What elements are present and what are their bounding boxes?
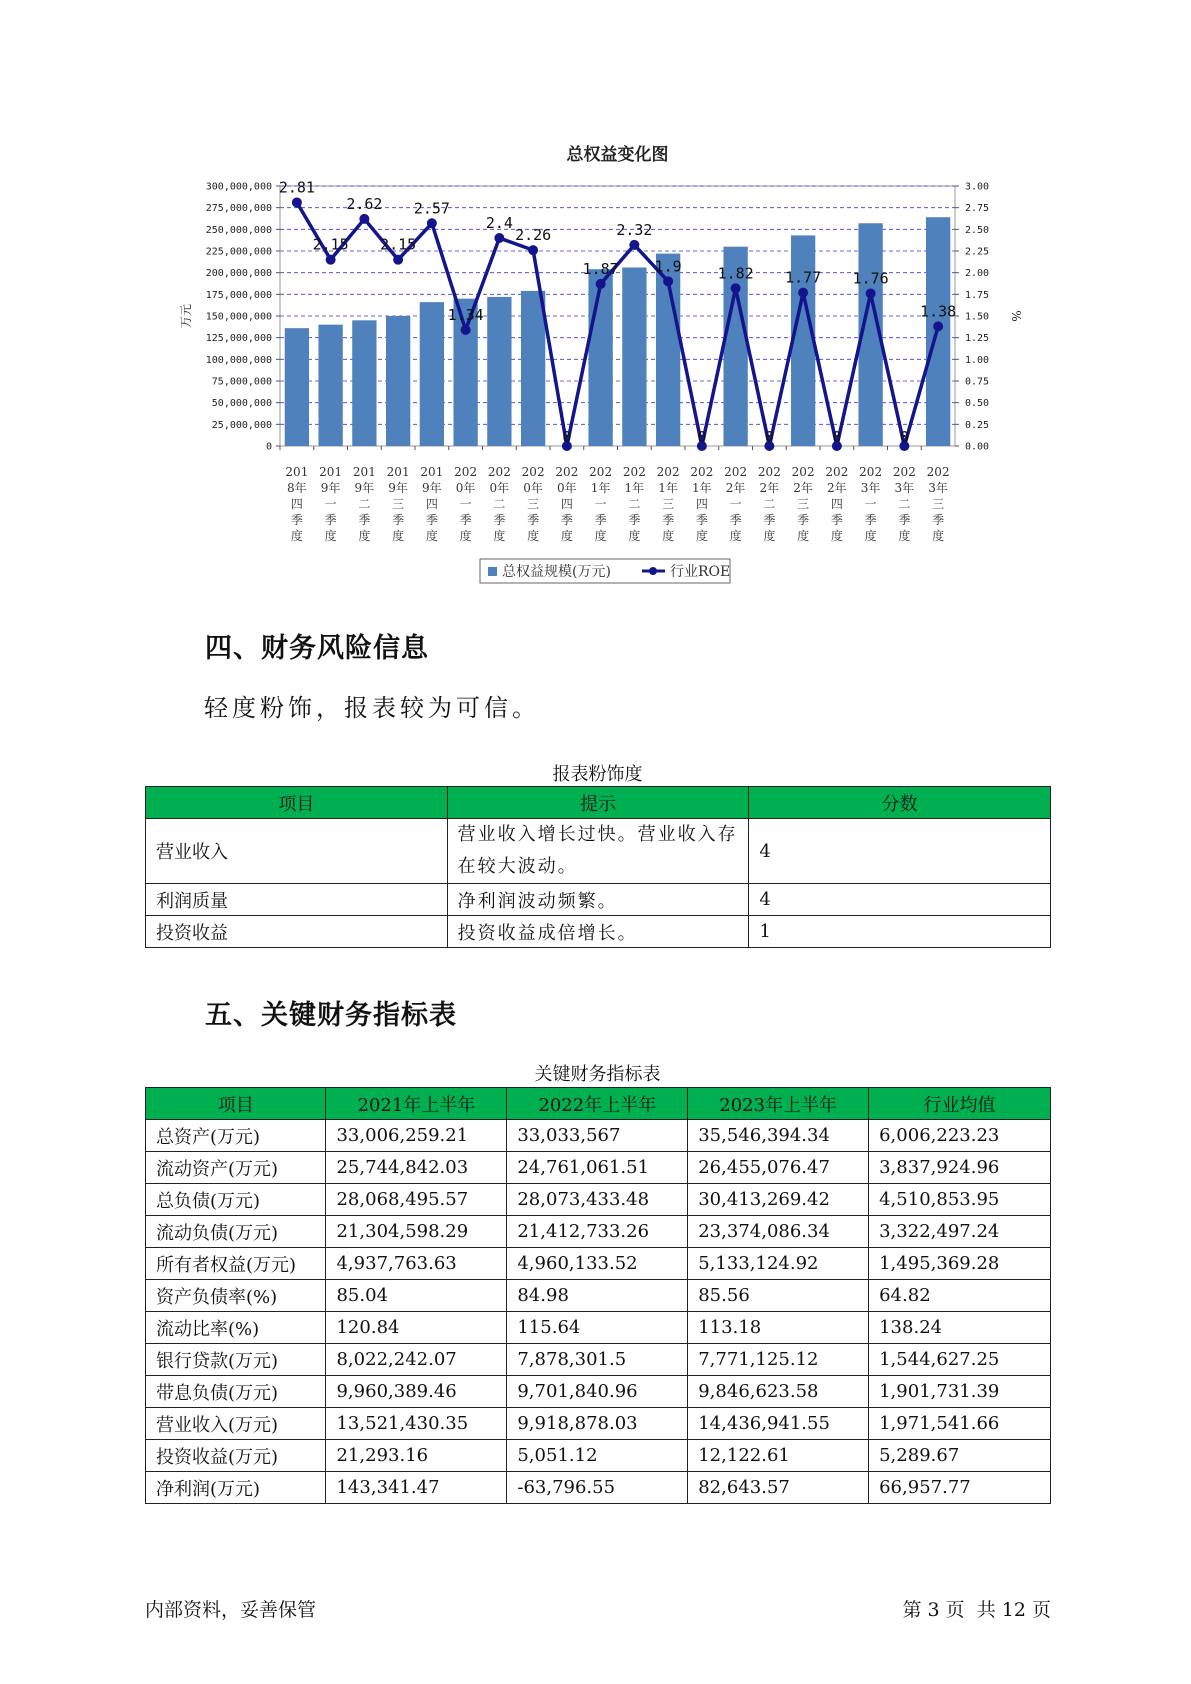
x-tick-label: 四 bbox=[830, 497, 843, 511]
x-tick-label: 9年 bbox=[320, 481, 341, 495]
roe-data-label: 1.34 bbox=[447, 305, 484, 324]
roe-data-label: 1.82 bbox=[717, 264, 754, 283]
y-right-tick-label: 2.75 bbox=[965, 203, 990, 215]
roe-data-label: 2.32 bbox=[616, 220, 653, 239]
table-row bbox=[146, 1120, 1051, 1152]
x-tick-label: 202 bbox=[724, 465, 748, 479]
bar bbox=[622, 267, 646, 446]
x-tick-label: 度 bbox=[392, 529, 405, 543]
kpi-value: 9,918,878.03 bbox=[507, 1408, 688, 1440]
kpi-item: 流动比率(%) bbox=[146, 1312, 326, 1344]
roe-point bbox=[528, 245, 538, 255]
kpi-value: 5,051.12 bbox=[507, 1440, 688, 1472]
section5-heading: 五、关键财务指标表 bbox=[205, 1000, 457, 1031]
x-tick-label: 3年 bbox=[894, 481, 915, 495]
legend-line-marker bbox=[649, 567, 657, 575]
x-tick-label: 202 bbox=[454, 465, 478, 479]
risk-score: 4 bbox=[749, 884, 1051, 916]
kpi-value: 9,846,623.58 bbox=[688, 1376, 869, 1408]
x-tick-label: 202 bbox=[926, 465, 950, 479]
x-tick-label: 201 bbox=[420, 465, 444, 479]
x-tick-label: 201 bbox=[352, 465, 376, 479]
y-right-tick-label: 1.50 bbox=[965, 311, 990, 323]
x-tick-label: 201 bbox=[319, 465, 343, 479]
kpi-value: 7,878,301.5 bbox=[507, 1344, 688, 1376]
bar bbox=[420, 302, 444, 446]
roe-point bbox=[292, 197, 302, 207]
x-tick-label: 季 bbox=[662, 513, 675, 527]
roe-point bbox=[629, 240, 639, 250]
kpi-col-item: 项目 bbox=[146, 1088, 326, 1120]
kpi-value: 23,374,086.34 bbox=[688, 1216, 869, 1248]
x-tick-label: 一 bbox=[459, 497, 472, 511]
kpi-value: 115.64 bbox=[507, 1312, 688, 1344]
roe-data-label: 1.87 bbox=[582, 259, 619, 278]
roe-point bbox=[393, 255, 403, 265]
x-tick-label: 202 bbox=[622, 465, 646, 479]
kpi-value: 26,455,076.47 bbox=[688, 1152, 869, 1184]
x-tick-label: 三 bbox=[392, 497, 405, 511]
y-left-tick-label: 75,000,000 bbox=[211, 376, 272, 388]
x-tick-label: 季 bbox=[425, 513, 438, 527]
bar bbox=[285, 328, 309, 446]
risk-table-caption: 报表粉饰度 bbox=[552, 764, 643, 785]
kpi-value: 66,957.77 bbox=[869, 1472, 1051, 1504]
roe-data-label: 2.15 bbox=[312, 235, 349, 254]
kpi-value: 12,122.61 bbox=[688, 1440, 869, 1472]
roe-point bbox=[798, 288, 808, 298]
kpi-value: 82,643.57 bbox=[688, 1472, 869, 1504]
x-tick-label: 9年 bbox=[388, 481, 408, 495]
x-tick-label: 2年 bbox=[725, 481, 746, 495]
y-right-tick-label: 2.25 bbox=[965, 246, 990, 258]
x-tick-label: 四 bbox=[695, 497, 708, 511]
x-tick-label: 季 bbox=[290, 513, 303, 527]
x-tick-label: 三 bbox=[932, 497, 945, 511]
x-tick-label: 8年 bbox=[287, 481, 307, 495]
x-tick-label: 202 bbox=[690, 465, 714, 479]
risk-table-header bbox=[146, 787, 1051, 819]
roe-data-label: 0 bbox=[832, 428, 842, 446]
legend-bar-label: 总权益规模(万元) bbox=[502, 564, 611, 580]
kpi-col-2022h1: 2022年上半年 bbox=[507, 1088, 688, 1120]
kpi-value: 138.24 bbox=[869, 1312, 1051, 1344]
roe-point bbox=[427, 218, 437, 228]
roe-point bbox=[663, 276, 673, 286]
x-tick-label: 季 bbox=[527, 513, 540, 527]
kpi-value: 35,546,394.34 bbox=[688, 1120, 869, 1152]
x-tick-label: 度 bbox=[527, 529, 540, 543]
x-tick-label: 季 bbox=[560, 513, 573, 527]
x-tick-label: 201 bbox=[285, 465, 309, 479]
kpi-value: 6,006,223.23 bbox=[869, 1120, 1051, 1152]
x-tick-label: 二 bbox=[628, 497, 641, 511]
roe-data-label: 1.77 bbox=[785, 268, 822, 287]
x-tick-label: 季 bbox=[797, 513, 810, 527]
y-left-tick-label: 250,000,000 bbox=[205, 224, 272, 236]
x-tick-label: 季 bbox=[898, 513, 911, 527]
y-left-tick-label: 100,000,000 bbox=[205, 354, 272, 366]
table-row bbox=[146, 1440, 1051, 1472]
risk-col-hint: 提示 bbox=[447, 787, 749, 819]
x-tick-label: 二 bbox=[358, 497, 371, 511]
roe-data-label: 1.38 bbox=[920, 302, 957, 321]
y-right-tick-label: 2.00 bbox=[965, 268, 990, 280]
x-tick-label: 1年 bbox=[590, 481, 611, 495]
kpi-item: 带息负债(万元) bbox=[146, 1376, 326, 1408]
x-tick-label: 3年 bbox=[860, 481, 881, 495]
x-tick-label: 度 bbox=[324, 529, 337, 543]
x-tick-label: 2年 bbox=[827, 481, 847, 495]
y-right-tick-label: 0.25 bbox=[965, 419, 990, 431]
y-left-axis-label: 万元 bbox=[179, 303, 193, 329]
kpi-table bbox=[145, 1087, 1051, 1504]
kpi-value: 28,068,495.57 bbox=[326, 1184, 507, 1216]
roe-data-label: 2.15 bbox=[380, 235, 417, 254]
y-left-tick-label: 25,000,000 bbox=[211, 419, 272, 431]
x-tick-label: 季 bbox=[594, 513, 607, 527]
x-tick-label: 季 bbox=[763, 513, 776, 527]
equity-chart-svg bbox=[179, 136, 1023, 596]
y-right-axis-label: % bbox=[1009, 310, 1023, 322]
y-right-tick-label: 0.50 bbox=[965, 398, 990, 410]
kpi-value: 5,289.67 bbox=[869, 1440, 1051, 1472]
risk-score: 1 bbox=[749, 916, 1051, 948]
x-tick-label: 季 bbox=[392, 513, 405, 527]
kpi-value: 85.04 bbox=[326, 1280, 507, 1312]
x-tick-label: 一 bbox=[864, 497, 877, 511]
kpi-value: 5,133,124.92 bbox=[688, 1248, 869, 1280]
equity-chart bbox=[179, 136, 1023, 596]
x-tick-label: 202 bbox=[892, 465, 916, 479]
kpi-value: 7,771,125.12 bbox=[688, 1344, 869, 1376]
kpi-col-industry-avg: 行业均值 bbox=[869, 1088, 1051, 1120]
x-tick-label: 度 bbox=[763, 529, 776, 543]
kpi-value: 84.98 bbox=[507, 1280, 688, 1312]
table-row bbox=[146, 1184, 1051, 1216]
x-tick-label: 202 bbox=[757, 465, 781, 479]
risk-item: 投资收益 bbox=[146, 916, 448, 948]
y-left-tick-label: 50,000,000 bbox=[211, 398, 272, 410]
kpi-item: 总负债(万元) bbox=[146, 1184, 326, 1216]
x-tick-label: 度 bbox=[628, 529, 641, 543]
x-tick-label: 三 bbox=[527, 497, 540, 511]
roe-data-label: 0 bbox=[899, 428, 909, 446]
roe-point bbox=[866, 288, 876, 298]
kpi-col-2021h1: 2021年上半年 bbox=[326, 1088, 507, 1120]
x-tick-label: 度 bbox=[797, 529, 810, 543]
table-row bbox=[146, 1248, 1051, 1280]
x-tick-label: 3年 bbox=[928, 481, 948, 495]
y-right-tick-label: 2.50 bbox=[965, 224, 990, 236]
table-row bbox=[146, 1408, 1051, 1440]
roe-data-label: 2.57 bbox=[413, 199, 450, 218]
x-tick-label: 四 bbox=[290, 497, 303, 511]
x-tick-label: 二 bbox=[898, 497, 911, 511]
kpi-value: 120.84 bbox=[326, 1312, 507, 1344]
kpi-value: 30,413,269.42 bbox=[688, 1184, 869, 1216]
bar bbox=[386, 316, 410, 446]
bar bbox=[318, 325, 342, 446]
y-right-tick-label: 3.00 bbox=[965, 181, 990, 193]
x-tick-label: 202 bbox=[791, 465, 815, 479]
x-tick-label: 度 bbox=[594, 529, 607, 543]
kpi-item: 流动负债(万元) bbox=[146, 1216, 326, 1248]
kpi-value: 4,937,763.63 bbox=[326, 1248, 507, 1280]
roe-point bbox=[596, 279, 606, 289]
x-tick-label: 季 bbox=[695, 513, 708, 527]
kpi-value: 64.82 bbox=[869, 1280, 1051, 1312]
bar bbox=[487, 297, 511, 446]
x-tick-label: 季 bbox=[864, 513, 877, 527]
x-tick-label: 四 bbox=[560, 497, 573, 511]
x-tick-label: 202 bbox=[589, 465, 613, 479]
risk-item: 营业收入 bbox=[146, 819, 448, 884]
kpi-value: 1,901,731.39 bbox=[869, 1376, 1051, 1408]
x-tick-label: 0年 bbox=[455, 481, 476, 495]
kpi-col-2023h1: 2023年上半年 bbox=[688, 1088, 869, 1120]
kpi-value: 24,761,061.51 bbox=[507, 1152, 688, 1184]
table-row bbox=[146, 916, 1051, 948]
y-left-tick-label: 200,000,000 bbox=[205, 268, 272, 280]
kpi-value: 143,341.47 bbox=[326, 1472, 507, 1504]
kpi-item: 资产负债率(%) bbox=[146, 1280, 326, 1312]
x-tick-label: 201 bbox=[386, 465, 410, 479]
x-tick-label: 二 bbox=[763, 497, 776, 511]
kpi-value: 9,960,389.46 bbox=[326, 1376, 507, 1408]
roe-point bbox=[731, 283, 741, 293]
kpi-item: 总资产(万元) bbox=[146, 1120, 326, 1152]
table-row bbox=[146, 884, 1051, 916]
table-row bbox=[146, 1376, 1051, 1408]
kpi-item: 银行贷款(万元) bbox=[146, 1344, 326, 1376]
x-tick-label: 2年 bbox=[793, 481, 813, 495]
kpi-value: 21,304,598.29 bbox=[326, 1216, 507, 1248]
y-right-tick-label: 1.75 bbox=[965, 289, 990, 301]
risk-hint: 营业收入增长过快。营业收入存在较大波动。 bbox=[447, 819, 749, 884]
risk-col-item: 项目 bbox=[146, 787, 448, 819]
x-tick-label: 9年 bbox=[422, 481, 442, 495]
x-tick-label: 202 bbox=[487, 465, 511, 479]
x-tick-label: 度 bbox=[695, 529, 708, 543]
roe-data-label: 1.76 bbox=[852, 269, 889, 288]
x-tick-label: 度 bbox=[459, 529, 472, 543]
bar bbox=[352, 320, 376, 446]
bar bbox=[588, 269, 612, 446]
kpi-value: 14,436,941.55 bbox=[688, 1408, 869, 1440]
x-tick-label: 202 bbox=[825, 465, 849, 479]
roe-data-label: 0 bbox=[562, 428, 572, 446]
chart-title: 总权益变化图 bbox=[566, 145, 669, 165]
kpi-value: 1,495,369.28 bbox=[869, 1248, 1051, 1280]
table-row bbox=[146, 1216, 1051, 1248]
x-tick-label: 度 bbox=[662, 529, 675, 543]
x-tick-label: 度 bbox=[932, 529, 945, 543]
kpi-value: 13,521,430.35 bbox=[326, 1408, 507, 1440]
bar bbox=[791, 235, 815, 446]
kpi-item: 流动资产(万元) bbox=[146, 1152, 326, 1184]
x-tick-label: 度 bbox=[290, 529, 303, 543]
x-tick-label: 0年 bbox=[557, 481, 577, 495]
footer-confidential: 内部资料，妥善保管 bbox=[145, 1599, 317, 1621]
y-left-tick-label: 300,000,000 bbox=[205, 181, 272, 193]
kpi-value: 21,293.16 bbox=[326, 1440, 507, 1472]
kpi-value: 28,073,433.48 bbox=[507, 1184, 688, 1216]
y-right-tick-label: 0.00 bbox=[965, 441, 990, 453]
x-tick-label: 202 bbox=[521, 465, 545, 479]
y-right-tick-label: 1.25 bbox=[965, 333, 990, 345]
table-row bbox=[146, 1472, 1051, 1504]
x-tick-label: 9年 bbox=[354, 481, 375, 495]
x-tick-label: 一 bbox=[594, 497, 607, 511]
x-tick-label: 度 bbox=[493, 529, 506, 543]
roe-data-label: 2.4 bbox=[485, 214, 513, 232]
kpi-value: -63,796.55 bbox=[507, 1472, 688, 1504]
roe-data-label: 2.26 bbox=[515, 226, 552, 245]
y-left-tick-label: 275,000,000 bbox=[205, 203, 272, 215]
roe-data-label: 2.62 bbox=[346, 194, 383, 213]
x-tick-label: 1年 bbox=[624, 481, 645, 495]
kpi-value: 4,960,133.52 bbox=[507, 1248, 688, 1280]
x-tick-label: 季 bbox=[324, 513, 337, 527]
roe-point bbox=[461, 325, 471, 335]
legend-line-label: 行业ROE bbox=[670, 564, 731, 580]
x-tick-label: 季 bbox=[493, 513, 506, 527]
x-tick-label: 1年 bbox=[692, 481, 712, 495]
x-tick-label: 一 bbox=[729, 497, 742, 511]
kpi-value: 1,971,541.66 bbox=[869, 1408, 1051, 1440]
x-tick-label: 三 bbox=[797, 497, 810, 511]
roe-point bbox=[494, 233, 504, 243]
footer-page-number: 第 3 页 共 12 页 bbox=[902, 1599, 1051, 1621]
x-tick-label: 季 bbox=[729, 513, 742, 527]
kpi-item: 投资收益(万元) bbox=[146, 1440, 326, 1472]
risk-col-score: 分数 bbox=[749, 787, 1051, 819]
roe-data-label: 0 bbox=[764, 428, 774, 446]
kpi-value: 9,701,840.96 bbox=[507, 1376, 688, 1408]
x-tick-label: 季 bbox=[932, 513, 945, 527]
roe-point bbox=[326, 255, 336, 265]
roe-point bbox=[933, 321, 943, 331]
x-tick-label: 0年 bbox=[489, 481, 510, 495]
risk-table bbox=[145, 786, 1051, 948]
table-row bbox=[146, 1152, 1051, 1184]
kpi-value: 21,412,733.26 bbox=[507, 1216, 688, 1248]
x-tick-label: 度 bbox=[729, 529, 742, 543]
kpi-value: 3,322,497.24 bbox=[869, 1216, 1051, 1248]
x-tick-label: 度 bbox=[560, 529, 573, 543]
y-left-tick-label: 225,000,000 bbox=[205, 246, 272, 258]
roe-data-label: 0 bbox=[697, 428, 707, 446]
kpi-table-caption: 关键财务指标表 bbox=[534, 1064, 661, 1085]
risk-hint: 净利润波动频繁。 bbox=[447, 884, 749, 916]
y-left-tick-label: 150,000,000 bbox=[205, 311, 272, 323]
bar bbox=[521, 291, 545, 446]
roe-data-label: 2.81 bbox=[278, 178, 315, 197]
table-row bbox=[146, 819, 1051, 884]
kpi-table-body bbox=[146, 1120, 1051, 1504]
kpi-value: 85.56 bbox=[688, 1280, 869, 1312]
x-tick-label: 季 bbox=[459, 513, 472, 527]
kpi-value: 8,022,242.07 bbox=[326, 1344, 507, 1376]
kpi-value: 113.18 bbox=[688, 1312, 869, 1344]
kpi-value: 33,033,567 bbox=[507, 1120, 688, 1152]
y-left-tick-label: 125,000,000 bbox=[205, 333, 272, 345]
kpi-item: 所有者权益(万元) bbox=[146, 1248, 326, 1280]
x-tick-label: 202 bbox=[555, 465, 579, 479]
y-right-tick-label: 1.00 bbox=[965, 354, 990, 366]
x-tick-label: 度 bbox=[864, 529, 877, 543]
y-left-tick-label: 175,000,000 bbox=[205, 289, 272, 301]
x-tick-label: 202 bbox=[656, 465, 680, 479]
x-tick-label: 季 bbox=[830, 513, 843, 527]
y-left-tick-label: 0 bbox=[265, 441, 272, 453]
risk-item: 利润质量 bbox=[146, 884, 448, 916]
x-tick-label: 二 bbox=[493, 497, 506, 511]
section4-heading: 四、财务风险信息 bbox=[205, 633, 429, 664]
legend-bar-swatch bbox=[488, 567, 497, 576]
table-row bbox=[146, 1280, 1051, 1312]
kpi-item: 营业收入(万元) bbox=[146, 1408, 326, 1440]
x-tick-label: 三 bbox=[662, 497, 675, 511]
kpi-item: 净利润(万元) bbox=[146, 1472, 326, 1504]
risk-score: 4 bbox=[749, 819, 1051, 884]
x-tick-label: 0年 bbox=[523, 481, 543, 495]
x-tick-label: 1年 bbox=[658, 481, 678, 495]
kpi-value: 25,744,842.03 bbox=[326, 1152, 507, 1184]
risk-hint: 投资收益成倍增长。 bbox=[447, 916, 749, 948]
x-tick-label: 2年 bbox=[759, 481, 780, 495]
x-tick-label: 一 bbox=[324, 497, 337, 511]
kpi-value: 33,006,259.21 bbox=[326, 1120, 507, 1152]
section4-summary: 轻度粉饰，报表较为可信。 bbox=[204, 694, 540, 722]
x-tick-label: 度 bbox=[830, 529, 843, 543]
kpi-value: 3,837,924.96 bbox=[869, 1152, 1051, 1184]
x-tick-label: 202 bbox=[859, 465, 883, 479]
table-row bbox=[146, 1312, 1051, 1344]
x-tick-label: 度 bbox=[898, 529, 911, 543]
x-tick-label: 季 bbox=[358, 513, 371, 527]
x-tick-label: 四 bbox=[425, 497, 438, 511]
kpi-value: 4,510,853.95 bbox=[869, 1184, 1051, 1216]
kpi-value: 1,544,627.25 bbox=[869, 1344, 1051, 1376]
kpi-table-header bbox=[146, 1088, 1051, 1120]
roe-data-label: 1.9 bbox=[654, 257, 682, 276]
x-tick-label: 度 bbox=[358, 529, 371, 543]
y-right-tick-label: 0.75 bbox=[965, 376, 990, 388]
table-row bbox=[146, 1344, 1051, 1376]
x-tick-label: 度 bbox=[425, 529, 438, 543]
x-tick-label: 季 bbox=[628, 513, 641, 527]
roe-point bbox=[359, 214, 369, 224]
